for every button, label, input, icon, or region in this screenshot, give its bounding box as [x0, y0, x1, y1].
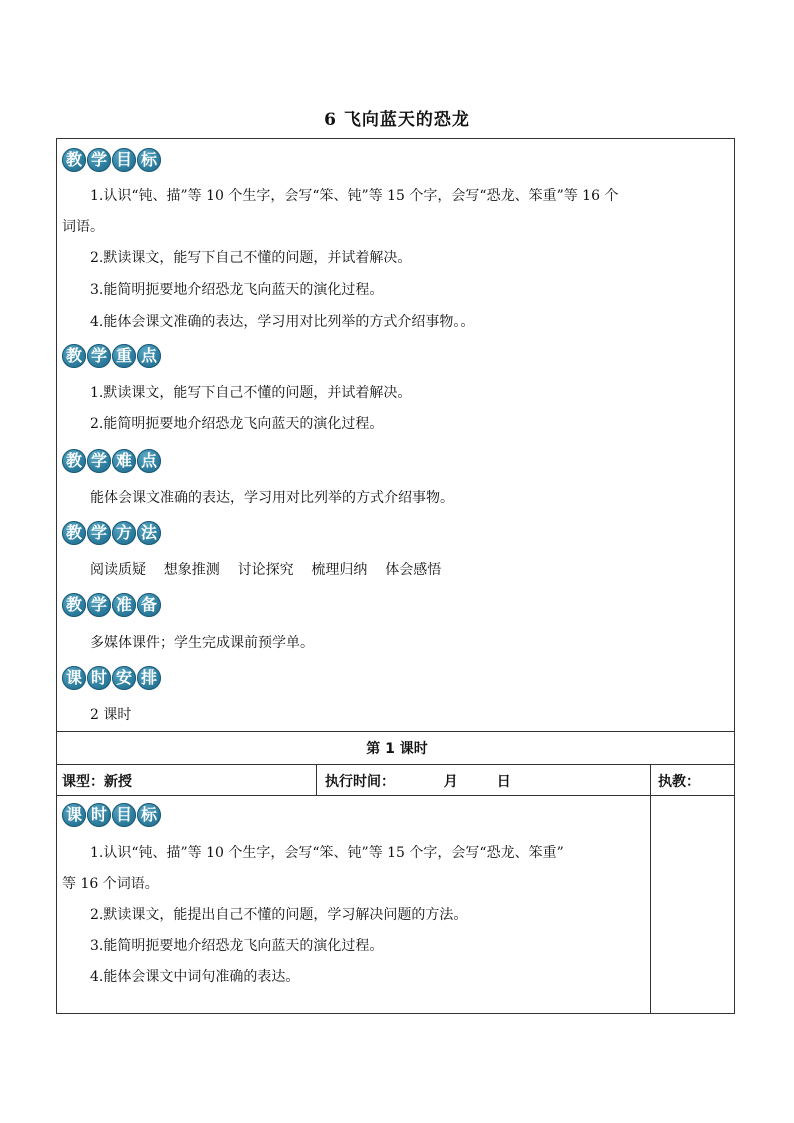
lesson-goal-line: 4.能体会课文中词句准确的表达。: [90, 969, 300, 985]
goal-line: 4.能体会课文准确的表达，学习用对比列举的方式介绍事物。。: [90, 314, 475, 330]
badge-char: 学: [87, 148, 111, 172]
section-badge-key-points: [62, 342, 161, 370]
badge-char: 重: [112, 344, 136, 368]
row-divider: [56, 795, 735, 796]
column-divider: [650, 764, 651, 1014]
row-divider: [56, 731, 735, 732]
methods-line: 阅读质疑 想象推测 讨论探究 梳理归纳 体会感悟: [90, 562, 442, 578]
section-badge-teaching-goals: [62, 146, 161, 174]
lesson-type: 课型：新授: [62, 774, 132, 790]
section-badge-lesson-goals: [62, 801, 161, 829]
lesson-goal-line: 2.默读课文，能提出自己不懂的问题，学习解决问题的方法。: [90, 907, 468, 923]
badge-char: 安: [112, 666, 136, 690]
badge-char: 排: [137, 666, 161, 690]
column-divider: [316, 764, 317, 795]
badge-char: 时: [87, 803, 111, 827]
badge-char: 备: [137, 593, 161, 617]
badge-char: 学: [87, 521, 111, 545]
goal-line: 2.默读课文，能写下自己不懂的问题，并试着解决。: [90, 250, 412, 266]
badge-char: 点: [137, 344, 161, 368]
lesson-goal-line: 等 16 个词语。: [62, 876, 159, 892]
badge-char: 教: [62, 344, 86, 368]
goal-line: 3.能简明扼要地介绍恐龙飞向蓝天的演化过程。: [90, 282, 384, 298]
badge-char: 教: [62, 521, 86, 545]
badge-char: 教: [62, 148, 86, 172]
section-badge-difficulties: [62, 447, 161, 475]
schedule-line: 2 课时: [90, 707, 132, 723]
key-point-line: 1.默读课文，能写下自己不懂的问题，并试着解决。: [90, 385, 412, 401]
page-title: 6 飞向蓝天的恐龙: [324, 110, 470, 130]
badge-char: 标: [137, 803, 161, 827]
badge-char: 点: [137, 449, 161, 473]
badge-char: 准: [112, 593, 136, 617]
execution-time: 执行时间： 月 日: [325, 774, 511, 790]
section-badge-preparation: [62, 591, 161, 619]
badge-char: 教: [62, 449, 86, 473]
badge-char: 目: [112, 148, 136, 172]
key-point-line: 2.能简明扼要地介绍恐龙飞向蓝天的演化过程。: [90, 416, 384, 432]
lesson-goal-line: 1.认识“钝、描”等 10 个生字，会写“笨、钝”等 15 个字，会写“恐龙、笨重”: [90, 845, 564, 861]
teacher-label: 执教：: [658, 774, 700, 790]
badge-char: 时: [87, 666, 111, 690]
badge-char: 教: [62, 593, 86, 617]
preparation-line: 多媒体课件；学生完成课前预学单。: [90, 635, 314, 651]
section-badge-methods: [62, 519, 161, 547]
badge-char: 标: [137, 148, 161, 172]
section-badge-schedule: [62, 664, 161, 692]
badge-char: 学: [87, 593, 111, 617]
goal-line: 1.认识“钝、描”等 10 个生字，会写“笨、钝”等 15 个字，会写“恐龙、笨重”等 16 个: [90, 188, 619, 204]
badge-char: 难: [112, 449, 136, 473]
lesson-goal-line: 3.能简明扼要地介绍恐龙飞向蓝天的演化过程。: [90, 938, 384, 954]
lesson-heading: 第 1 课时: [366, 741, 428, 757]
badge-char: 课: [62, 666, 86, 690]
badge-char: 目: [112, 803, 136, 827]
row-divider: [56, 764, 735, 765]
difficulty-line: 能体会课文准确的表达，学习用对比列举的方式介绍事物。: [90, 490, 454, 506]
badge-char: 学: [87, 449, 111, 473]
goal-line: 词语。: [62, 219, 104, 235]
badge-char: 课: [62, 803, 86, 827]
badge-char: 学: [87, 344, 111, 368]
badge-char: 法: [137, 521, 161, 545]
badge-char: 方: [112, 521, 136, 545]
